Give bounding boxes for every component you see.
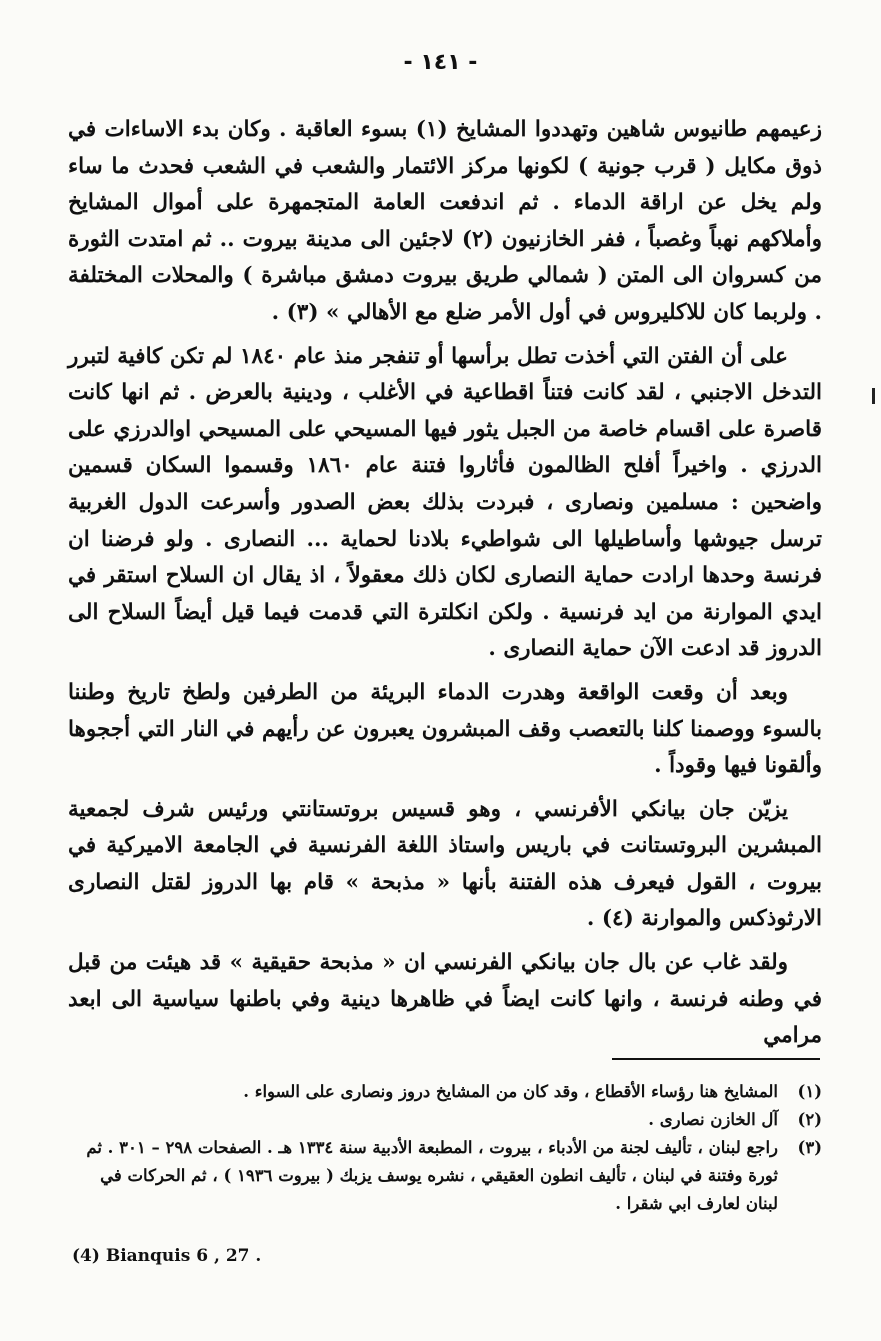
footnote (68, 1134, 822, 1218)
footnote-text: المشايخ هنا رؤساء الأقطاع ، وقد كان من المشايخ دروز ونصارى على السواء . (243, 1082, 778, 1101)
paragraph: ولقد غاب عن بال جان بيانكي الفرنسي ان « مذبحة حقيقية » قد هيئت من قبل في وطنه فرنسة ، وانها كانت ايضاً في ظاهرها دينية وفي باطنها سياسية الى ابعد مرامي (68, 950, 822, 1049)
footnote (68, 1106, 822, 1134)
paragraph: وبعد أن وقعت الواقعة وهدرت الدماء البريئة من الطرفين ولطخ تاريخ وطننا بالسوء ووصمنا كلنا بالتعصب وقف المبشرون يعبرون عن رأيهم في النار التي أججوها وألقونا فيها وقوداً . (68, 679, 822, 779)
footnote-number: (٣) (797, 1138, 822, 1157)
margin-mark (872, 388, 875, 404)
body-text (68, 112, 822, 1062)
footnote-number: (٢) (797, 1110, 822, 1129)
footnote-latin: (4) Bianquis 6 , 27 . (72, 1246, 262, 1266)
footnotes (68, 1078, 822, 1218)
paragraph: زعيمهم طانيوس شاهين وتهددوا المشايخ (١) بسوء العاقبة . وكان بدء الاساءات في ذوق مكايل ( قرب جونية ) لكونها مركز الائتمار والشعب في الشعب فحدث ما ساء ولم يخل عن اراقة الدماء . ثم اندفعت العامة المتجمهرة على أموال المشايخ وأملاكهم نهباً وغصباً ، ففر الخازنيون (٢) لاجئين الى مدينة بيروت .. ثم امتدت الثورة من كسروان الى المتن ( شمالي طريق بيروت دمشق مباشرة ) والمحلات المختلفة . ولربما كان للاكليروس في أول الأمر ضلع مع الأهالي » (٣) . (68, 117, 822, 325)
footnote-text: آل الخازن نصارى . (648, 1110, 778, 1129)
page-number: - ١٤١ - (403, 50, 478, 75)
footnote-number: (١) (797, 1082, 822, 1101)
footnote (68, 1078, 822, 1106)
paragraph: يزيّن جان بيانكي الأفرنسي ، وهو قسيس بروتستانتي ورئيس شرف لجمعية المبشرين البروتستانت في باريس واستاذ اللغة الفرنسية في الجامعة الاميركية في بيروت ، القول فيعرف هذه الفتنة بأنها « مذبحة » قام بها الدروز لقتل النصارى الارثوذكس والموارنة (٤) . (68, 796, 822, 932)
paragraph: على أن الفتن التي أخذت تطل برأسها أو تنفجر منذ عام ١٨٤٠ لم تكن كافية لتبرر التدخل الاجنبي ، لقد كانت فتناً اقطاعية في الأغلب ، ودينية بالعرض . ثم انها كانت قاصرة على اقسام خاصة من الجبل يثور فيها المسيحي على المسيحي اوالدرزي على الدرزي . واخيراً أفلح الظالمون فأثاروا فتنة عام ١٨٦٠ وقسموا السكان قسمين واضحين : مسلمين ونصارى ، فبردت بذلك بعض الصدور وأسرعت الدول الغربية ترسل جيوشها وأساطيلها الى شواطيء بلادنا لحماية ... النصارى . ولو فرضنا ان فرنسة وحدها ارادت حماية النصارى لكان ذلك معقولاً ، اذ يقال ان السلاح استقر في ايدي الموارنة من ايد فرنسية . ولكن انكلترة التي قدمت فيما قيل أيضاً السلاح الى الدروز قد ادعت الآن حماية النصارى . (68, 343, 822, 662)
footnote-separator (612, 1058, 820, 1060)
footnote-text: راجع لبنان ، تأليف لجنة من الأدباء ، بيروت ، المطبعة الأدبية سنة ١٣٣٤ هـ . الصفحات ٢٩٨ – ٣٠١ . ثم ثورة وفتنة في لبنان ، تأليف انطون العقيقي ، نشره يوسف يزبك ( بيروت ١٩٣٦ ) ، ثم الحركات في لبنان لعارف ابي شقرا . (86, 1138, 778, 1213)
